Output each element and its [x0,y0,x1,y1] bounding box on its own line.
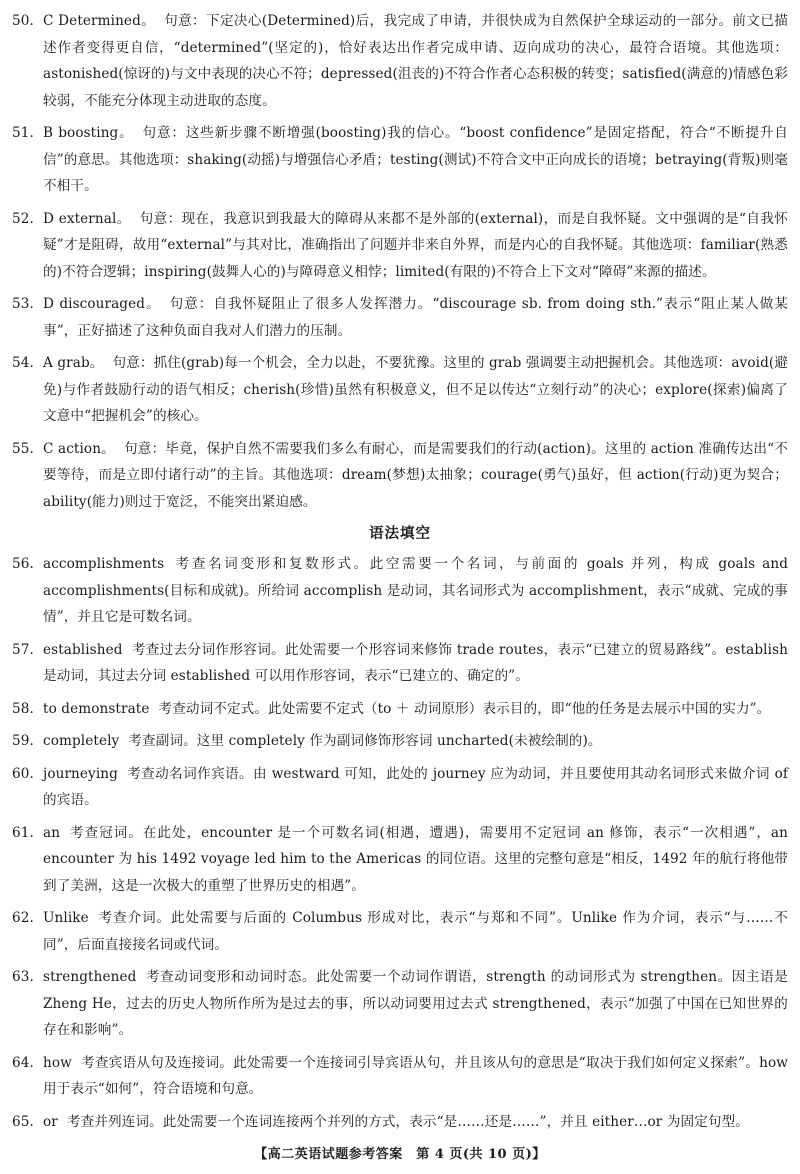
grammar-answers [12,551,788,1135]
answer-item [12,905,788,958]
answer-item [12,964,788,1044]
answer-explanation: 句意：毕竟，保护自然不需要我们多么有耐心，而是需要我们的行动(action)。这里的 action 准确传达出“不要等待，而是立即付诸行动”的主旨。其他选项：dream(梦想)太抽象；courage(勇气)虽好，但 action(行动)更为契合；ability(能力)则过于宽泛，不能突出紧迫感。 [43,440,788,510]
answer-item [12,696,788,723]
section-title: 语法填空 [369,525,431,542]
answer-content [12,8,788,1141]
answer-explanation: 考查过去分词作形容词。此处需要一个形容词来修饰 trade routes，表示“已建立的贸易路线”。establish 是动词，其过去分词 established 可以用作形容词，表示“已建立的、确定的”。 [43,641,788,684]
answer-explanation: 考查副词。这里 completely 作为副词修饰形容词 uncharted(未被绘制的)。 [128,733,602,749]
answer-item [12,206,788,286]
answer-explanation: 考查名词变形和复数形式。此空需要一个名词，与前面的 goals 并列，构成 goals and accomplishments(目标和成就)。所给词 accomplish 是动词，其名词形式为 accomplishment，表示“成就、完成的事情”，并且它是可数名词。 [43,556,788,625]
answer-explanation: 考查冠词。在此处，encounter 是一个可数名词(相遇，遭遇)，需要用不定冠词 an 修饰，表示“一次相遇”，an encounter 为 his 1492 voyage led him to the Americas 的同位语。这里的完整句意是“相反，1492 年的航行将他带到了美洲，这是一次极大的重塑了世界历史的相遇”。 [43,824,788,894]
answer-explanation: 句意：下定决心(Determined)后，我完成了申请，并很快成为自然保护全球运动的一部分。前文已描述作者变得更自信，“determined”(坚定的)，恰好表达出作者完成申请、迈向成功的决心，最符合语境。其他选项：astonished(惊讶的)与文中表现的决心不符；depressed(沮丧的)不符合作者心态积极的转变；satisfied(满意的)情感色彩较弱，不能充分体现主动进取的态度。 [43,13,788,109]
answer-item [12,820,788,900]
question-number: 55. [12,440,34,457]
question-number: 63. [12,969,34,985]
question-number: 58. [12,700,34,717]
answer-explanation: 句意：抓住(grab)每一个机会，全力以赴，不要犹豫。这里的 grab 强调要主动把握机会。其他选项：avoid(避免)与作者鼓励行动的语气相反；cherish(珍惜)虽然有积极意义，但不足以传达“立刻行动”的决心；explore(探索)偏离了文意中“把握机会”的核心。 [43,355,788,424]
question-number: 50. [12,13,34,29]
answer-choice: journeying [43,765,118,782]
answer-choice: Unlike [43,910,89,926]
question-number: 53. [12,296,34,312]
answer-explanation: 句意：现在，我意识到我最大的障碍从来都不是外部的(external)，而是自我怀疑。文中强调的是“自我怀疑”才是阻碍，故用“external”与其对比，准确指出了问题并非来自外界，而是内心的自我怀疑。其他选项：familiar(熟悉的)不符合逻辑；inspiring(鼓舞人心的)与障碍意义相悖；limited(有限的)不符合上下文对“障碍”来源的描述。 [43,210,788,280]
answer-choice: completely [43,733,120,749]
answer-choice: D discouraged。 [43,296,161,312]
question-number: 59. [12,733,34,749]
answer-choice: A grab。 [43,355,104,371]
answer-choice: an [43,824,61,841]
question-number: 52. [12,210,34,227]
cloze-answers [12,8,788,515]
answer-explanation: 考查动词变形和动词时态。此处需要一个动词作谓语，strength 的动词形式为 strengthen。因主语是 Zheng He，过去的历史人物所作所为是过去的事，所以动词要用过去式 strengthened，表示“加强了中国在已知世界的存在和影响”。 [43,969,788,1038]
answer-item [12,761,788,814]
answer-choice: strengthened [43,969,137,985]
page-footer: 【高二英语试题参考答案 第 4 页(共 10 页)】 [254,1147,546,1162]
question-number: 57. [12,641,34,658]
question-number: 56. [12,556,34,572]
answer-choice: accomplishments [43,556,165,572]
answer-choice: or [43,1113,58,1130]
answer-choice: C action。 [43,440,115,457]
answer-choice: how [43,1054,72,1071]
question-number: 54. [12,355,34,371]
answer-explanation: 考查动词不定式。此处需要不定式（to ＋ 动词原形）表示目的，即“他的任务是去展示中国的实力”。 [158,700,771,717]
answer-choice: B boosting。 [43,125,134,141]
question-number: 62. [12,910,34,926]
answer-item [12,8,788,114]
answer-item [12,120,788,200]
question-number: 61. [12,824,34,841]
answer-item [12,291,788,344]
answer-choice: C Determined。 [43,13,156,29]
answer-explanation: 考查并列连词。此处需要一个连词连接两个并列的方式，表示“是……还是……”，并且 either…or 为固定句型。 [66,1113,749,1130]
answer-item [12,551,788,631]
answer-explanation: 考查宾语从句及连接词。此处需要一个连接词引导宾语从句，并且该从句的意思是“取决于我们如何定义探索”。how 用于表示“如何”，符合语境和句意。 [43,1054,788,1097]
answer-explanation: 句意：这些新步骤不断增强(boosting)我的信心。“boost confidence”是固定搭配，符合“不断提升自信”的意思。其他选项：shaking(动摇)与增强信心矛盾；testing(测试)不符合文中正向成长的语境；betraying(背叛)则毫不相干。 [43,125,788,194]
answer-item [12,728,788,755]
answer-explanation: 考查介词。此处需要与后面的 Columbus 形成对比，表示“与郑和不同”。Unlike 作为介词，表示“与……不同”，后面直接接名词或代词。 [43,910,788,953]
answer-item [12,436,788,516]
answer-item [12,1050,788,1103]
question-number: 64. [12,1054,34,1071]
answer-explanation: 考查动名词作宾语。由 westward 可知，此处的 journey 应为动词，并且要使用其动名词形式来做介词 of 的宾语。 [43,765,788,808]
question-number: 51. [12,125,34,141]
answer-item [12,637,788,690]
question-number: 65. [12,1113,34,1130]
answer-choice: established [43,641,123,658]
answer-explanation: 句意：自我怀疑阻止了很多人发挥潜力。“discourage sb. from doing sth.”表示“阻止某人做某事”，正好描述了这种负面自我对人们潜力的压制。 [43,296,789,339]
question-number: 60. [12,765,34,782]
answer-choice: D external。 [43,210,131,227]
answer-item [12,350,788,430]
answer-item [12,1109,788,1136]
answer-choice: to demonstrate [43,700,150,717]
